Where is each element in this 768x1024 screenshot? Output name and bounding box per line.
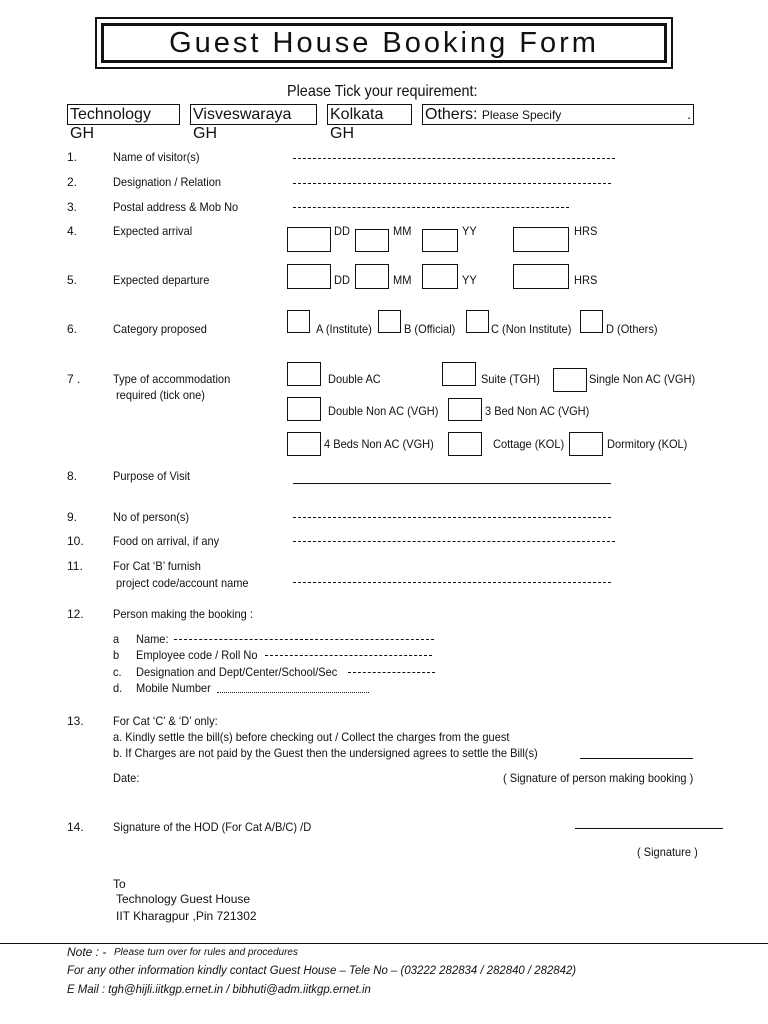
category-d-checkbox[interactable] [580,310,603,333]
option-visveswaraya-label: Visveswaraya GH [193,106,292,142]
item-14-label: Signature of the HOD (For Cat A/B/C) /D [113,820,312,834]
booking-mobile-field[interactable] [217,692,369,693]
item-11-number: 11. [67,559,83,573]
category-b-checkbox[interactable] [378,310,401,333]
item-13-number: 13. [67,714,84,728]
double-non-ac-checkbox[interactable] [287,397,321,421]
booking-designation-field[interactable] [348,672,435,673]
suite-checkbox[interactable] [442,362,476,386]
cat-cd-note-a: a. Kindly settle the bill(s) before checking out / Collect the charges from the guest [113,730,510,744]
arrival-mm-box[interactable] [355,229,389,252]
item-13-label: For Cat ‘C’ & ‘D’ only: [113,714,218,728]
option-others[interactable] [422,104,694,125]
item-2-number: 2. [67,175,78,189]
visitor-name-field[interactable] [293,158,615,159]
arrival-hrs-label: HRS [574,224,598,238]
address-line2: IIT Kharagpur ,Pin 721302 [116,909,257,923]
project-code-field[interactable] [293,582,611,583]
item-9-number: 9. [67,510,78,524]
booking-employee-label: Employee code / Roll No [136,648,258,662]
hod-signature-line[interactable] [575,828,723,829]
item-1-number: 1. [67,150,78,164]
departure-dd-label: DD [334,273,350,287]
cottage-label: Cottage (KOL) [493,437,565,451]
title-frame [95,17,673,69]
food-field[interactable] [293,541,615,542]
option-technology-gh[interactable] [67,104,180,142]
item-9-label: No of person(s) [113,510,190,524]
item-4-label: Expected arrival [113,224,193,238]
address-line1: Technology Guest House [116,892,251,906]
item-2-label: Designation / Relation [113,175,222,189]
item-6-label: Category proposed [113,322,207,336]
arrival-mm-label: MM [393,224,412,238]
item-7-label-line1: Type of accommodation [113,372,231,386]
booking-employee-field[interactable] [265,655,432,656]
three-bed-checkbox[interactable] [448,398,482,421]
footer-email: E Mail : tgh@hijli.iitkgp.ernet.in / bibhuti@adm.iitkgp.ernet.in [67,982,371,996]
category-d-label: D (Others) [606,322,658,336]
option-technology-label: Technology GH [70,106,151,142]
double-ac-checkbox[interactable] [287,362,321,386]
booking-mobile-label: Mobile Number [136,681,211,695]
item-4-number: 4. [67,224,78,238]
departure-dd-box[interactable] [287,264,331,289]
booking-designation-label: Designation and Dept/Center/School/Sec [136,665,338,679]
booking-b-mark: b [113,648,120,662]
item-11-label-line2: project code/account name [116,576,249,590]
footer-divider [0,943,768,944]
category-b-label: B (Official) [404,322,456,336]
departure-hrs-box[interactable] [513,264,569,289]
item-5-number: 5. [67,273,78,287]
arrival-yy-label: YY [462,224,477,238]
departure-hrs-label: HRS [574,273,598,287]
purpose-field[interactable] [293,483,611,484]
single-non-ac-label: Single Non AC (VGH) [589,372,696,386]
arrival-yy-box[interactable] [422,229,458,252]
item-8-label: Purpose of Visit [113,469,191,483]
arrival-dd-label: DD [334,224,350,238]
item-5-label: Expected departure [113,273,210,287]
form-title: Guest House Booking Form [169,26,599,59]
item-3-label: Postal address & Mob No [113,200,239,214]
booking-signature-caption: ( Signature of person making booking ) [503,771,694,785]
date-label: Date: [113,771,140,785]
hod-signature-caption: ( Signature ) [637,845,698,859]
footer-note-label: Note : - [67,945,107,959]
category-c-checkbox[interactable] [466,310,489,333]
item-1-label: Name of visitor(s) [113,150,200,164]
item-11-label-line1: For Cat ‘B’ furnish [113,559,201,573]
item-3-number: 3. [67,200,78,214]
double-non-ac-label: Double Non AC (VGH) [328,404,439,418]
designation-field[interactable] [293,183,611,184]
address-to: To [113,877,126,891]
departure-mm-label: MM [393,273,412,287]
option-visveswaraya-gh[interactable] [190,104,317,142]
others-period: . [687,106,691,122]
item-12-label: Person making the booking : [113,607,253,621]
item-6-number: 6. [67,322,78,336]
three-bed-label: 3 Bed Non AC (VGH) [485,404,590,418]
option-others-label: Others: [425,106,478,123]
booking-c-mark: c. [113,665,122,679]
persons-field[interactable] [293,517,611,518]
booking-a-mark: a [113,632,120,646]
dormitory-checkbox[interactable] [569,432,603,456]
arrival-hrs-box[interactable] [513,227,569,252]
arrival-dd-box[interactable] [287,227,331,252]
booking-d-mark: d. [113,681,123,695]
booking-name-label: Name: [136,632,169,646]
departure-yy-box[interactable] [422,264,458,289]
dormitory-label: Dormitory (KOL) [607,437,688,451]
footer-contact: For any other information kindly contact Guest House – Tele No – (03222 282834 / 282840 / 282842) [67,963,577,977]
item-7-number: 7 . [67,372,81,386]
item-14-number: 14. [67,820,84,834]
option-kolkata-label: Kolkata GH [330,106,384,142]
option-others-hint: Please Specify [481,108,562,122]
booking-signature-line[interactable] [580,758,693,759]
category-a-checkbox[interactable] [287,310,310,333]
booking-name-field[interactable] [174,639,434,640]
item-10-label: Food on arrival, if any [113,534,220,548]
suite-label: Suite (TGH) [481,372,540,386]
cat-cd-note-b: b. If Charges are not paid by the Guest then the undersigned agrees to settle the Bill(s) [113,746,538,760]
departure-mm-box[interactable] [355,264,389,289]
cottage-checkbox[interactable] [448,432,482,456]
item-7-label-line2: required (tick one) [116,388,205,402]
tick-prompt: Please Tick your requirement: [287,83,478,100]
option-kolkata-gh[interactable] [327,104,412,142]
address-field[interactable] [293,207,569,208]
item-12-number: 12. [67,607,84,621]
category-a-label: A (Institute) [316,322,372,336]
title-inner-frame [101,23,667,63]
item-10-number: 10. [67,534,84,548]
category-c-label: C (Non Institute) [491,322,572,336]
four-beds-checkbox[interactable] [287,432,321,456]
item-8-number: 8. [67,469,78,483]
single-non-ac-checkbox[interactable] [553,368,587,392]
four-beds-label: 4 Beds Non AC (VGH) [324,437,434,451]
footer-note-text: Please turn over for rules and procedures [114,947,298,958]
double-ac-label: Double AC [328,372,381,386]
departure-yy-label: YY [462,273,477,287]
